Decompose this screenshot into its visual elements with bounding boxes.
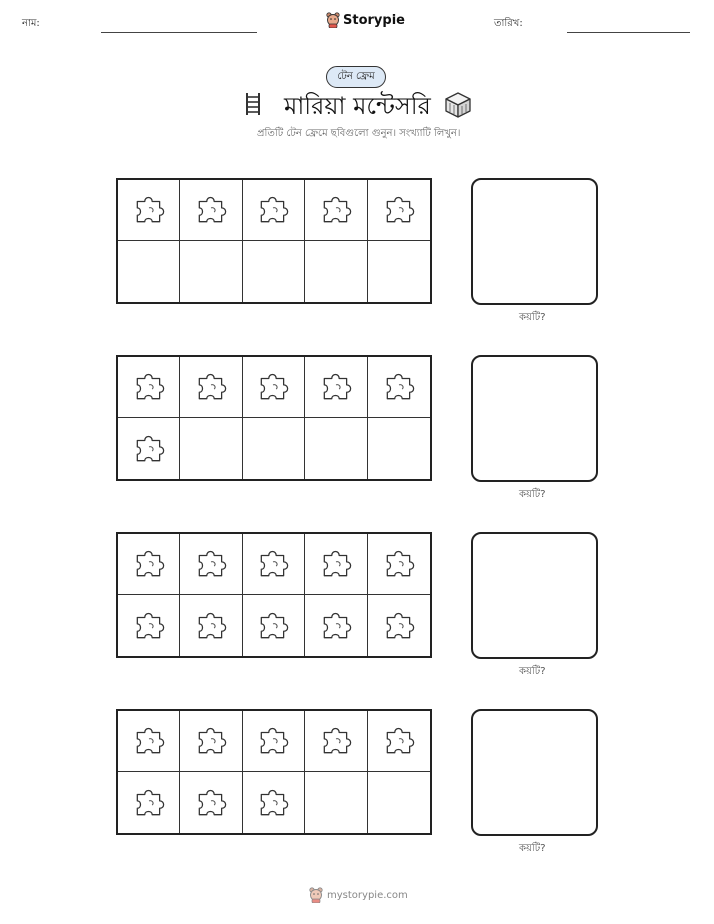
count-prompt: কয়টি? — [519, 312, 546, 323]
ten-frame-cell — [368, 595, 430, 656]
ten-frame-cell — [368, 772, 430, 833]
ten-frame-cell — [118, 241, 180, 302]
ten-frame-cell — [243, 595, 305, 656]
ten-frame-cell — [305, 595, 367, 656]
ten-frame-cell — [305, 180, 367, 241]
ten-frame-cell — [243, 772, 305, 833]
count-prompt: কয়টি? — [519, 666, 546, 677]
ladder-icon — [243, 92, 263, 116]
puzzle-piece-icon — [319, 547, 353, 581]
puzzle-piece-icon — [256, 370, 290, 404]
name-label: নাম: — [22, 18, 40, 29]
ten-frame — [116, 355, 432, 481]
answer-box[interactable] — [471, 532, 598, 659]
puzzle-piece-icon — [256, 609, 290, 643]
ten-frame-cell — [180, 595, 242, 656]
ten-frame-cell — [243, 418, 305, 479]
answer-box[interactable] — [471, 178, 598, 305]
ten-frame-cell — [180, 357, 242, 418]
ten-frame-cell — [305, 357, 367, 418]
puzzle-piece-icon — [319, 724, 353, 758]
ten-frame-cell — [243, 534, 305, 595]
ten-frame-cell — [368, 418, 430, 479]
ten-frame-cell — [118, 711, 180, 772]
bear-icon — [309, 887, 323, 903]
ten-frame — [116, 709, 432, 835]
count-prompt: কয়টি? — [519, 843, 546, 854]
ten-frame-cell — [368, 534, 430, 595]
answer-box[interactable] — [471, 355, 598, 482]
puzzle-piece-icon — [132, 370, 166, 404]
puzzle-piece-icon — [194, 547, 228, 581]
count-prompt: কয়টি? — [519, 489, 546, 500]
ten-frame-cell — [118, 418, 180, 479]
puzzle-piece-icon — [256, 724, 290, 758]
puzzle-piece-icon — [319, 193, 353, 227]
ten-frame-cell — [180, 534, 242, 595]
ten-frame-cell — [368, 357, 430, 418]
brand-name: Storypie — [343, 12, 405, 28]
ten-frame-cell — [305, 711, 367, 772]
ten-frame-cell — [180, 241, 242, 302]
ten-frame-cell — [305, 534, 367, 595]
ten-frame-cell — [368, 711, 430, 772]
page-title: মারিয়া মন্টেসরি — [284, 92, 431, 120]
ten-frame-cell — [118, 180, 180, 241]
ten-frame-cell — [243, 711, 305, 772]
puzzle-piece-icon — [194, 609, 228, 643]
ten-frame-cell — [243, 357, 305, 418]
puzzle-piece-icon — [132, 193, 166, 227]
ten-frame-cell — [368, 180, 430, 241]
wooden-cube-icon — [443, 90, 473, 118]
ten-frame-cell — [243, 180, 305, 241]
answer-box[interactable] — [471, 709, 598, 836]
footer-url: mystorypie.com — [327, 889, 408, 901]
puzzle-piece-icon — [194, 786, 228, 820]
ten-frame-cell — [305, 418, 367, 479]
ten-frame-cell — [118, 772, 180, 833]
name-line[interactable] — [101, 32, 257, 33]
puzzle-piece-icon — [382, 193, 416, 227]
ten-frame-cell — [368, 241, 430, 302]
puzzle-piece-icon — [132, 724, 166, 758]
date-line[interactable] — [567, 32, 690, 33]
ten-frame-cell — [180, 180, 242, 241]
footer — [309, 887, 408, 903]
puzzle-piece-icon — [132, 547, 166, 581]
puzzle-piece-icon — [256, 193, 290, 227]
puzzle-piece-icon — [194, 193, 228, 227]
puzzle-piece-icon — [132, 786, 166, 820]
ten-frame-cell — [305, 772, 367, 833]
puzzle-piece-icon — [256, 786, 290, 820]
puzzle-piece-icon — [382, 724, 416, 758]
puzzle-piece-icon — [194, 724, 228, 758]
ten-frame-cell — [305, 241, 367, 302]
ten-frame-cell — [118, 595, 180, 656]
ten-frame-cell — [243, 241, 305, 302]
puzzle-piece-icon — [319, 609, 353, 643]
puzzle-piece-icon — [382, 370, 416, 404]
puzzle-piece-icon — [194, 370, 228, 404]
instruction-text: প্রতিটি টেন ফ্রেমে ছবিগুলো গুনুন। সংখ্যাটি লিখুন। — [257, 128, 461, 139]
puzzle-piece-icon — [382, 547, 416, 581]
bear-icon — [326, 12, 340, 28]
ten-frame — [116, 178, 432, 304]
ten-frame-cell — [180, 711, 242, 772]
ten-frame-cell — [118, 357, 180, 418]
puzzle-piece-icon — [132, 432, 166, 466]
ten-frame — [116, 532, 432, 658]
puzzle-piece-icon — [132, 609, 166, 643]
puzzle-piece-icon — [319, 370, 353, 404]
puzzle-piece-icon — [382, 609, 416, 643]
topic-badge: টেন ফ্রেম — [326, 66, 386, 88]
ten-frame-cell — [180, 772, 242, 833]
puzzle-piece-icon — [256, 547, 290, 581]
date-label: তারিখ: — [494, 18, 523, 29]
ten-frame-cell — [180, 418, 242, 479]
brand-logo — [326, 12, 405, 28]
ten-frame-cell — [118, 534, 180, 595]
